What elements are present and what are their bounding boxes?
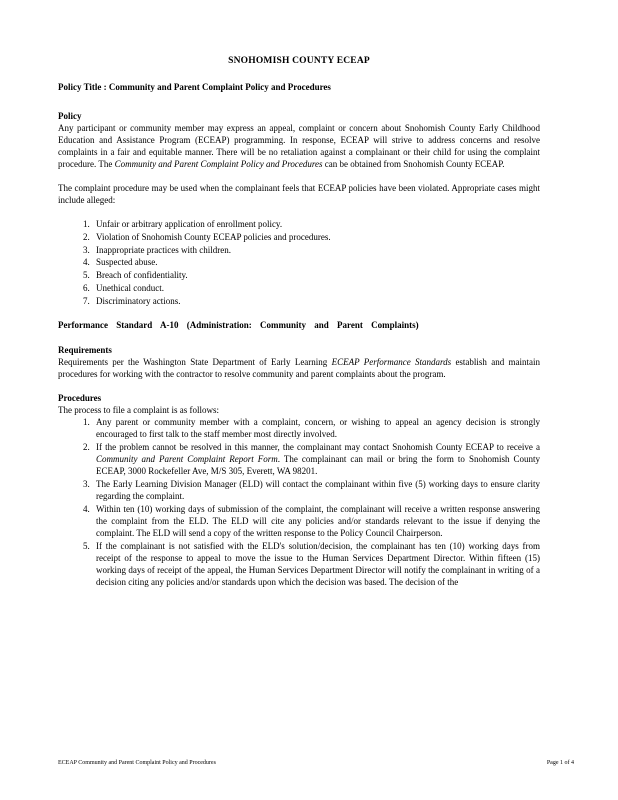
policy-heading: Policy [58, 111, 82, 121]
list-item: 5. Breach of confidentiality. [92, 269, 540, 282]
footer-page-number: Page 1 of 4 [546, 760, 574, 766]
footer-document-name: ECEAP Community and Parent Complaint Policy and Procedures [58, 760, 216, 766]
procedure-step-text-b: . The complainant can mail or bring the form to Snohomish County ECEAP, 3000 Rockefeller Ave, M/S 305, Everett, WA 98201. [96, 453, 540, 476]
alleged-cases-list [58, 218, 540, 308]
list-item: 7. Discriminatory actions. [92, 295, 540, 308]
procedure-step: 5. If the complainant is not satisfied with the ELD's solution/decision, the complainant has ten (10) working days from receipt of the response to appeal to move the issue to the Human Services Department Director. Within fifteen (15) working days of receipt of the appeal, the Human Services Department Director will notify the complainant in writing of a decision citing any policies and/or standards upon which the decision was based. The decision of the [92, 540, 540, 588]
requirements-heading: Requirements [58, 344, 112, 355]
policy-title: Policy Title : Community and Parent Complaint Policy and Procedures [58, 82, 331, 92]
procedure-step [92, 441, 540, 477]
policy-text-a: Any participant or community member may express an appeal, complaint or concern about Snohomish County Early Childhood Education and Assistance Program (ECEAP) programming. In response, ECEAP will strive to address concerns and resolve complaints in a fair and equitable manner. There will be no retaliation against a complainant or their child for using the complaint procedure. The [58, 123, 540, 169]
policy-document-name: Community and Parent Complaint Policy and Procedures [114, 159, 323, 169]
list-item: 2. Violation of Snohomish County ECEAP policies and procedures. [92, 231, 540, 244]
procedures-heading: Procedures [58, 392, 102, 403]
policy-paragraph [58, 122, 540, 170]
procedures-intro: The process to file a complaint is as follows: [58, 404, 219, 415]
requirements-text-b: establish and maintain procedures for working with the contractor to resolve community and parent complaints about the program. [58, 356, 540, 379]
procedure-step: 4. Within ten (10) working days of submission of the complaint, the complainant will receive a written response answering the complaint from the ELD. The ELD will cite any policies and/or standards relevant to the issue if denying the complaint. The ELD will send a copy of the written response to the Policy Council Chairperson. [92, 503, 540, 539]
page-footer [58, 760, 574, 766]
list-item: 1. Unfair or arbitrary application of enrollment policy. [92, 218, 540, 231]
list-item: 3. Inappropriate practices with children. [92, 244, 540, 257]
procedure-step-text-a: If the problem cannot be resolved in this manner, the complainant may contact Snohomish County ECEAP to receive a [96, 441, 540, 452]
complaint-form-name: Community and Parent Complaint Report Form [96, 453, 278, 464]
requirements-paragraph [58, 356, 540, 380]
complaint-procedure-paragraph: The complaint procedure may be used when the complainant feels that ECEAP policies have been violated. Appropriate cases might include alleged: [58, 183, 540, 205]
list-item: 4. Suspected abuse. [92, 256, 540, 269]
requirements-text-a: Requirements per the Washington State Department of Early Learning [58, 356, 332, 367]
policy-text-b: can be obtained from Snohomish County ECEAP. [322, 159, 505, 169]
performance-standard-heading: Performance Standard A-10 (Administration: Community and Parent Complaints) [58, 319, 419, 330]
procedure-step: 3. The Early Learning Division Manager (ELD) will contact the complainant within five (5) working days to ensure clarity regarding the complaint. [92, 478, 540, 502]
performance-standards-name: ECEAP Performance Standards [331, 356, 452, 367]
procedure-step: 1. Any parent or community member with a complaint, concern, or wishing to appeal an agency decision is strongly encouraged to first talk to the staff member most directly involved. [92, 416, 540, 440]
list-item: 6. Unethical conduct. [92, 282, 540, 295]
document-title: SNOHOMISH COUNTY ECEAP [228, 56, 370, 66]
procedures-list [58, 416, 540, 588]
